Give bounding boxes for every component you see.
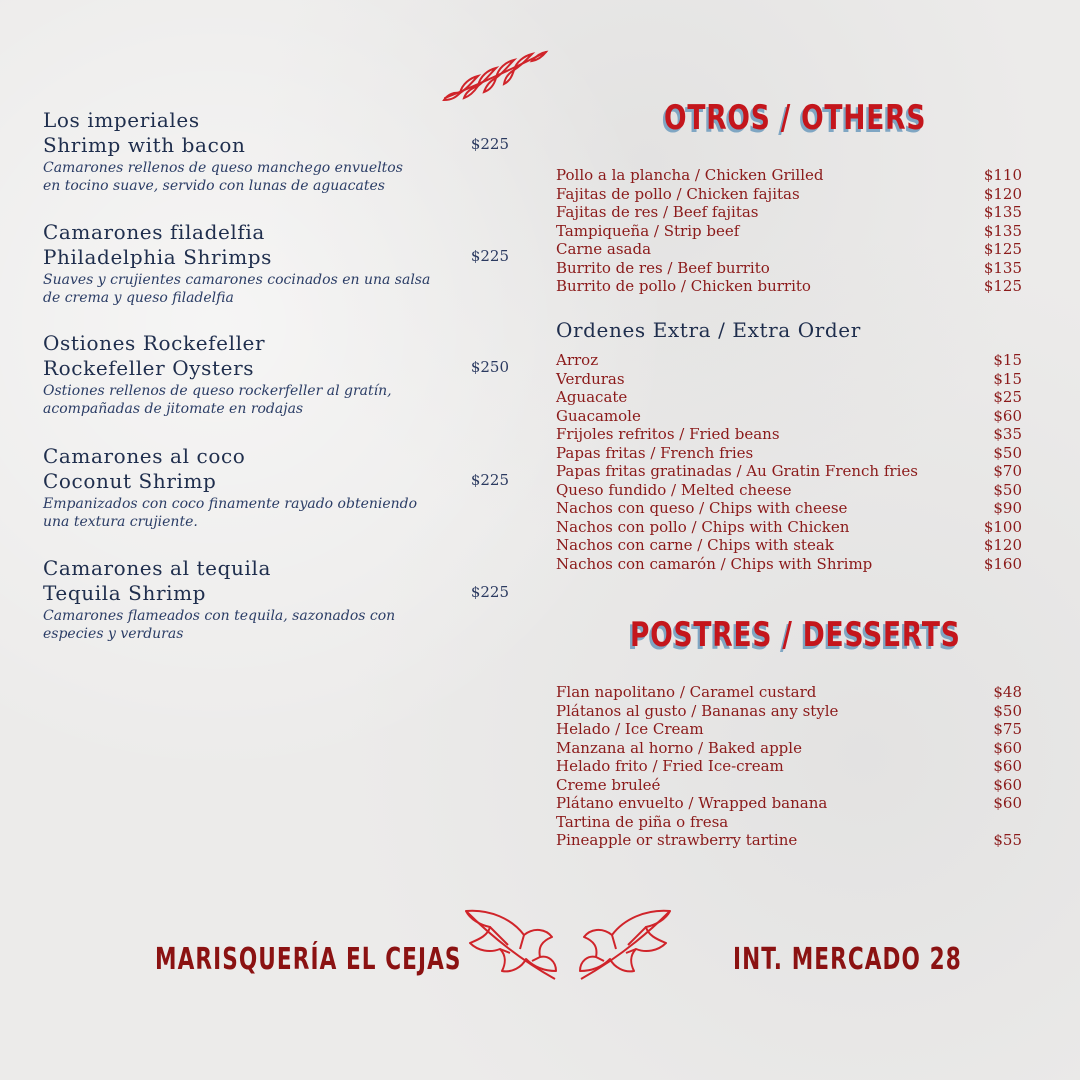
menu-list-item [556, 351, 1022, 370]
item-name: Creme bruleé [556, 775, 661, 794]
item-price: $70 [993, 462, 1022, 480]
item-price: $110 [983, 166, 1022, 184]
item-description-line: especies y verduras [43, 626, 184, 642]
item-title-es: Camarones al coco [43, 444, 246, 468]
menu-list-item [556, 739, 1022, 758]
others-heading: OTROS / OTHERS [664, 98, 927, 138]
item-name: Pineapple or strawberry tartine [556, 831, 798, 849]
menu-item [43, 108, 513, 196]
item-name: Nachos con carne / Chips with steak [556, 536, 834, 554]
menu-list-item [556, 277, 1022, 296]
menu-list-item [556, 203, 1022, 222]
desserts-list [556, 683, 1022, 850]
item-price: $125 [983, 240, 1022, 258]
item-description-line: Empanizados con coco finamente rayado obteniendo [43, 496, 418, 512]
item-price: $15 [993, 351, 1022, 369]
item-price: $75 [993, 720, 1022, 738]
item-price: $135 [983, 221, 1022, 240]
item-description-line: Camarones rellenos de queso manchego envueltos [43, 160, 403, 176]
item-price: $60 [993, 406, 1022, 425]
item-name: Burrito de res / Beef burrito [556, 258, 770, 277]
item-name: Tampiqueña / Strip beef [556, 221, 740, 240]
menu-list-item [556, 481, 1022, 500]
menu-list-item [556, 683, 1022, 702]
menu-item [43, 556, 513, 644]
menu-list-item [556, 444, 1022, 463]
item-price: $225 [470, 471, 509, 489]
item-price: $25 [993, 388, 1022, 406]
menu-list-item [556, 240, 1022, 259]
menu-list-item [556, 518, 1022, 537]
item-name: Flan napolitano / Caramel custard [556, 683, 817, 701]
item-title-en: Coconut Shrimp [43, 469, 217, 493]
item-price: $225 [470, 247, 509, 265]
item-name: Guacamole [556, 406, 641, 425]
item-name: Nachos con queso / Chips with cheese [556, 499, 848, 517]
menu-list-item [556, 776, 1022, 795]
item-name: Nachos con pollo / Chips with Chicken [556, 517, 850, 536]
menu-list-item [556, 407, 1022, 426]
menu-item [43, 444, 513, 532]
item-name: Carne asada [556, 240, 652, 258]
item-description-line: en tocino suave, servido con lunas de aguacates [43, 178, 385, 194]
menu-list-item [556, 555, 1022, 574]
item-price: $250 [470, 358, 509, 376]
item-price: $225 [470, 583, 509, 601]
menu-list-item [556, 388, 1022, 407]
item-price: $90 [993, 499, 1022, 517]
item-name: Fajitas de res / Beef fajitas [556, 203, 759, 221]
item-description-line: una textura crujiente. [43, 514, 198, 530]
item-name: Papas fritas / French fries [556, 443, 754, 462]
desserts-heading: POSTRES / DESSERTS [630, 615, 961, 655]
item-name: Plátano envuelto / Wrapped banana [556, 794, 828, 812]
item-name: Frijoles refritos / Fried beans [556, 425, 780, 443]
item-price: $35 [993, 425, 1022, 443]
item-description-line: Camarones flameados con tequila, sazonados con [43, 608, 396, 624]
menu-list-item [556, 185, 1022, 204]
item-price: $60 [993, 775, 1022, 794]
item-price: $50 [993, 701, 1022, 720]
menu-list-item [556, 720, 1022, 739]
item-name: Fajitas de pollo / Chicken fajitas [556, 184, 800, 203]
item-price: $48 [993, 683, 1022, 701]
item-title-es: Los imperiales [43, 108, 200, 132]
item-title-es: Camarones al tequila [43, 556, 272, 580]
sprig-icon [440, 48, 550, 104]
menu-item [43, 220, 513, 308]
item-description-line: Ostiones rellenos de queso rockerfeller al gratín, [43, 383, 392, 399]
menu-list-item [556, 702, 1022, 721]
menu-list-item [556, 425, 1022, 444]
item-price: $160 [983, 554, 1022, 573]
menu-list-item [556, 499, 1022, 518]
item-description-line: de crema y queso filadelfia [43, 290, 234, 306]
item-name: Verduras [556, 369, 625, 388]
item-title-en: Tequila Shrimp [43, 581, 207, 605]
leaf-right-icon [576, 905, 676, 985]
item-price: $100 [983, 517, 1022, 536]
item-description-line: acompañadas de jitomate en rodajas [43, 401, 304, 417]
menu-list-item [556, 370, 1022, 389]
item-price: $50 [993, 443, 1022, 462]
item-price: $15 [993, 369, 1022, 388]
item-title-es: Ostiones Rockefeller [43, 331, 266, 355]
item-name: Tartina de piña o fresa [556, 812, 729, 831]
item-title-en: Shrimp with bacon [43, 133, 246, 157]
restaurant-location: INT. MERCADO 28 [733, 942, 962, 977]
item-name: Nachos con camarón / Chips with Shrimp [556, 554, 873, 573]
item-price: $120 [983, 536, 1022, 554]
menu-list-item [556, 462, 1022, 481]
item-title-en: Rockefeller Oysters [43, 356, 255, 380]
item-price: $225 [470, 135, 509, 153]
item-price: $60 [993, 757, 1022, 775]
menu-list-item [556, 259, 1022, 278]
item-name: Papas fritas gratinadas / Au Gratin French fries [556, 462, 918, 480]
menu-list-item [556, 757, 1022, 776]
item-description-line: Suaves y crujientes camarones cocinados en una salsa [43, 272, 431, 288]
item-price: $125 [983, 277, 1022, 295]
item-name: Helado / Ice Cream [556, 720, 704, 738]
item-price: $135 [983, 258, 1022, 277]
item-name: Burrito de pollo / Chicken burrito [556, 277, 811, 295]
menu-list-item [556, 222, 1022, 241]
item-price: $55 [993, 831, 1022, 849]
item-title-es: Camarones filadelfia [43, 220, 265, 244]
menu-list-item [556, 813, 1022, 832]
item-price: $135 [983, 203, 1022, 221]
item-title-en: Philadelphia Shrimps [43, 245, 273, 269]
leaf-left-icon [460, 905, 560, 985]
menu-list-item [556, 794, 1022, 813]
restaurant-name: MARISQUERÍA EL CEJAS [155, 942, 462, 977]
others-list [556, 166, 1022, 296]
item-name: Manzana al horno / Baked apple [556, 738, 802, 757]
menu-item [43, 331, 513, 419]
item-name: Arroz [556, 351, 599, 369]
menu-list-item [556, 536, 1022, 555]
item-name: Plátanos al gusto / Bananas any style [556, 701, 839, 720]
item-price: $50 [993, 480, 1022, 499]
item-name: Pollo a la plancha / Chicken Grilled [556, 166, 824, 184]
item-name: Aguacate [556, 388, 628, 406]
item-name: Queso fundido / Melted cheese [556, 480, 792, 499]
item-price: $60 [993, 738, 1022, 757]
item-price: $120 [983, 184, 1022, 203]
menu-list-item [556, 831, 1022, 850]
menu-list-item [556, 166, 1022, 185]
item-name: Helado frito / Fried Ice-cream [556, 757, 784, 775]
extra-order-heading: Ordenes Extra / Extra Order [556, 318, 861, 342]
extra-order-list [556, 351, 1022, 573]
item-price: $60 [993, 794, 1022, 812]
